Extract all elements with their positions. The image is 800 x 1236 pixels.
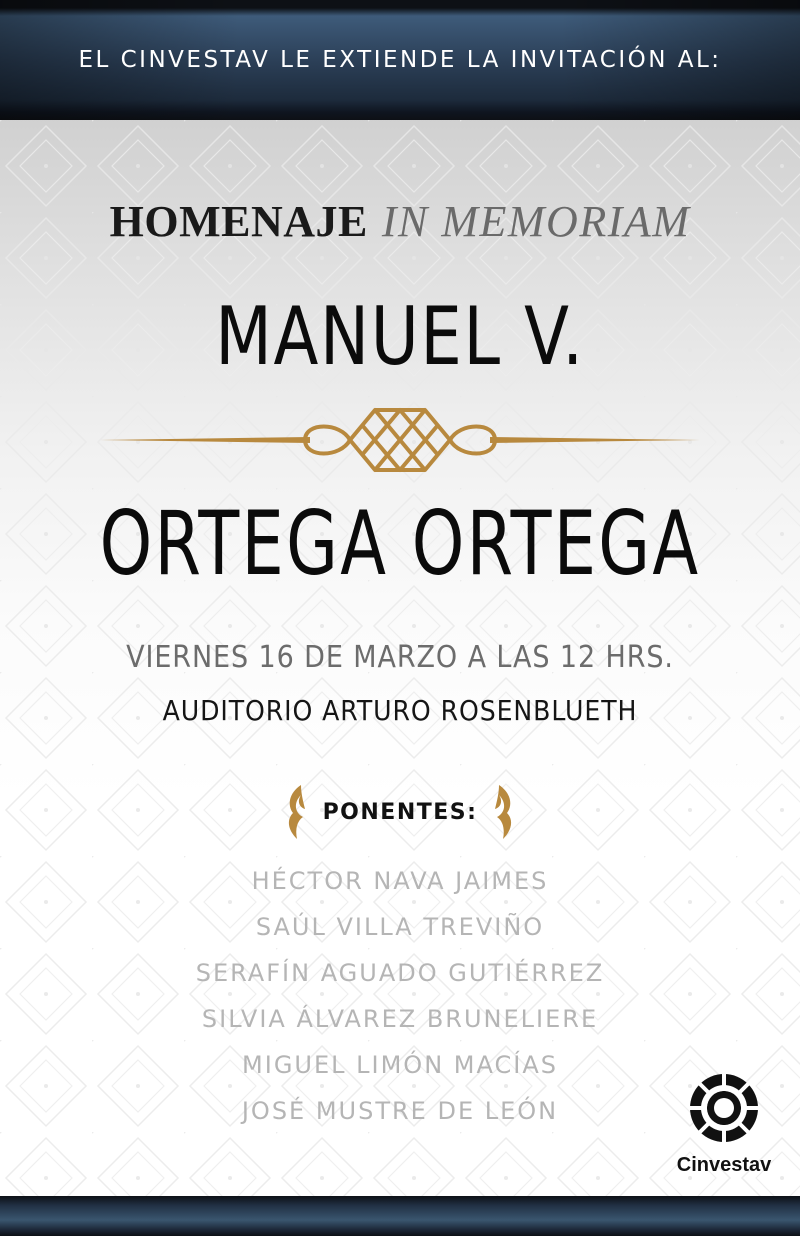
gold-leaf-right-icon	[491, 783, 517, 841]
speakers-heading	[0, 782, 800, 842]
gold-ornament-divider	[100, 400, 700, 480]
invitation-text: EL CINVESTAV LE EXTIENDE LA INVITACIÓN AL:	[78, 47, 722, 73]
header-band	[0, 0, 800, 120]
event-venue: AUDITORIO ARTURO ROSENBLUETH	[162, 694, 638, 727]
title-homenaje: HOMENAJE	[109, 197, 368, 246]
speaker-name: HÉCTOR NAVA JAIMES	[251, 867, 549, 895]
cinvestav-logo	[672, 1066, 776, 1184]
cinvestav-logo-text: Cinvestav	[676, 1154, 772, 1176]
speaker-name: SERAFÍN AGUADO GUTIÉRREZ	[195, 959, 605, 987]
honoree-last-name: ORTEGA ORTEGA	[99, 492, 701, 595]
speaker-name: MIGUEL LIMÓN MACÍAS	[242, 1051, 558, 1079]
speaker-name: SILVIA ÁLVAREZ BRUNELIERE	[201, 1005, 599, 1033]
cinvestav-emblem-icon	[672, 1066, 776, 1152]
speaker-name: SAÚL VILLA TREVIÑO	[255, 913, 545, 941]
footer-band	[0, 1196, 800, 1236]
gold-leaf-left-icon	[283, 783, 309, 841]
honoree-first-name: MANUEL V.	[215, 290, 585, 383]
speaker-name: JOSÉ MUSTRE DE LEÓN	[241, 1097, 559, 1125]
event-title	[0, 197, 800, 246]
event-date: VIERNES 16 DE MARZO A LAS 12 HRS.	[126, 640, 674, 675]
speakers-label: PONENTES:	[322, 799, 478, 825]
title-in-memoriam: IN MEMORIAM	[381, 197, 691, 246]
